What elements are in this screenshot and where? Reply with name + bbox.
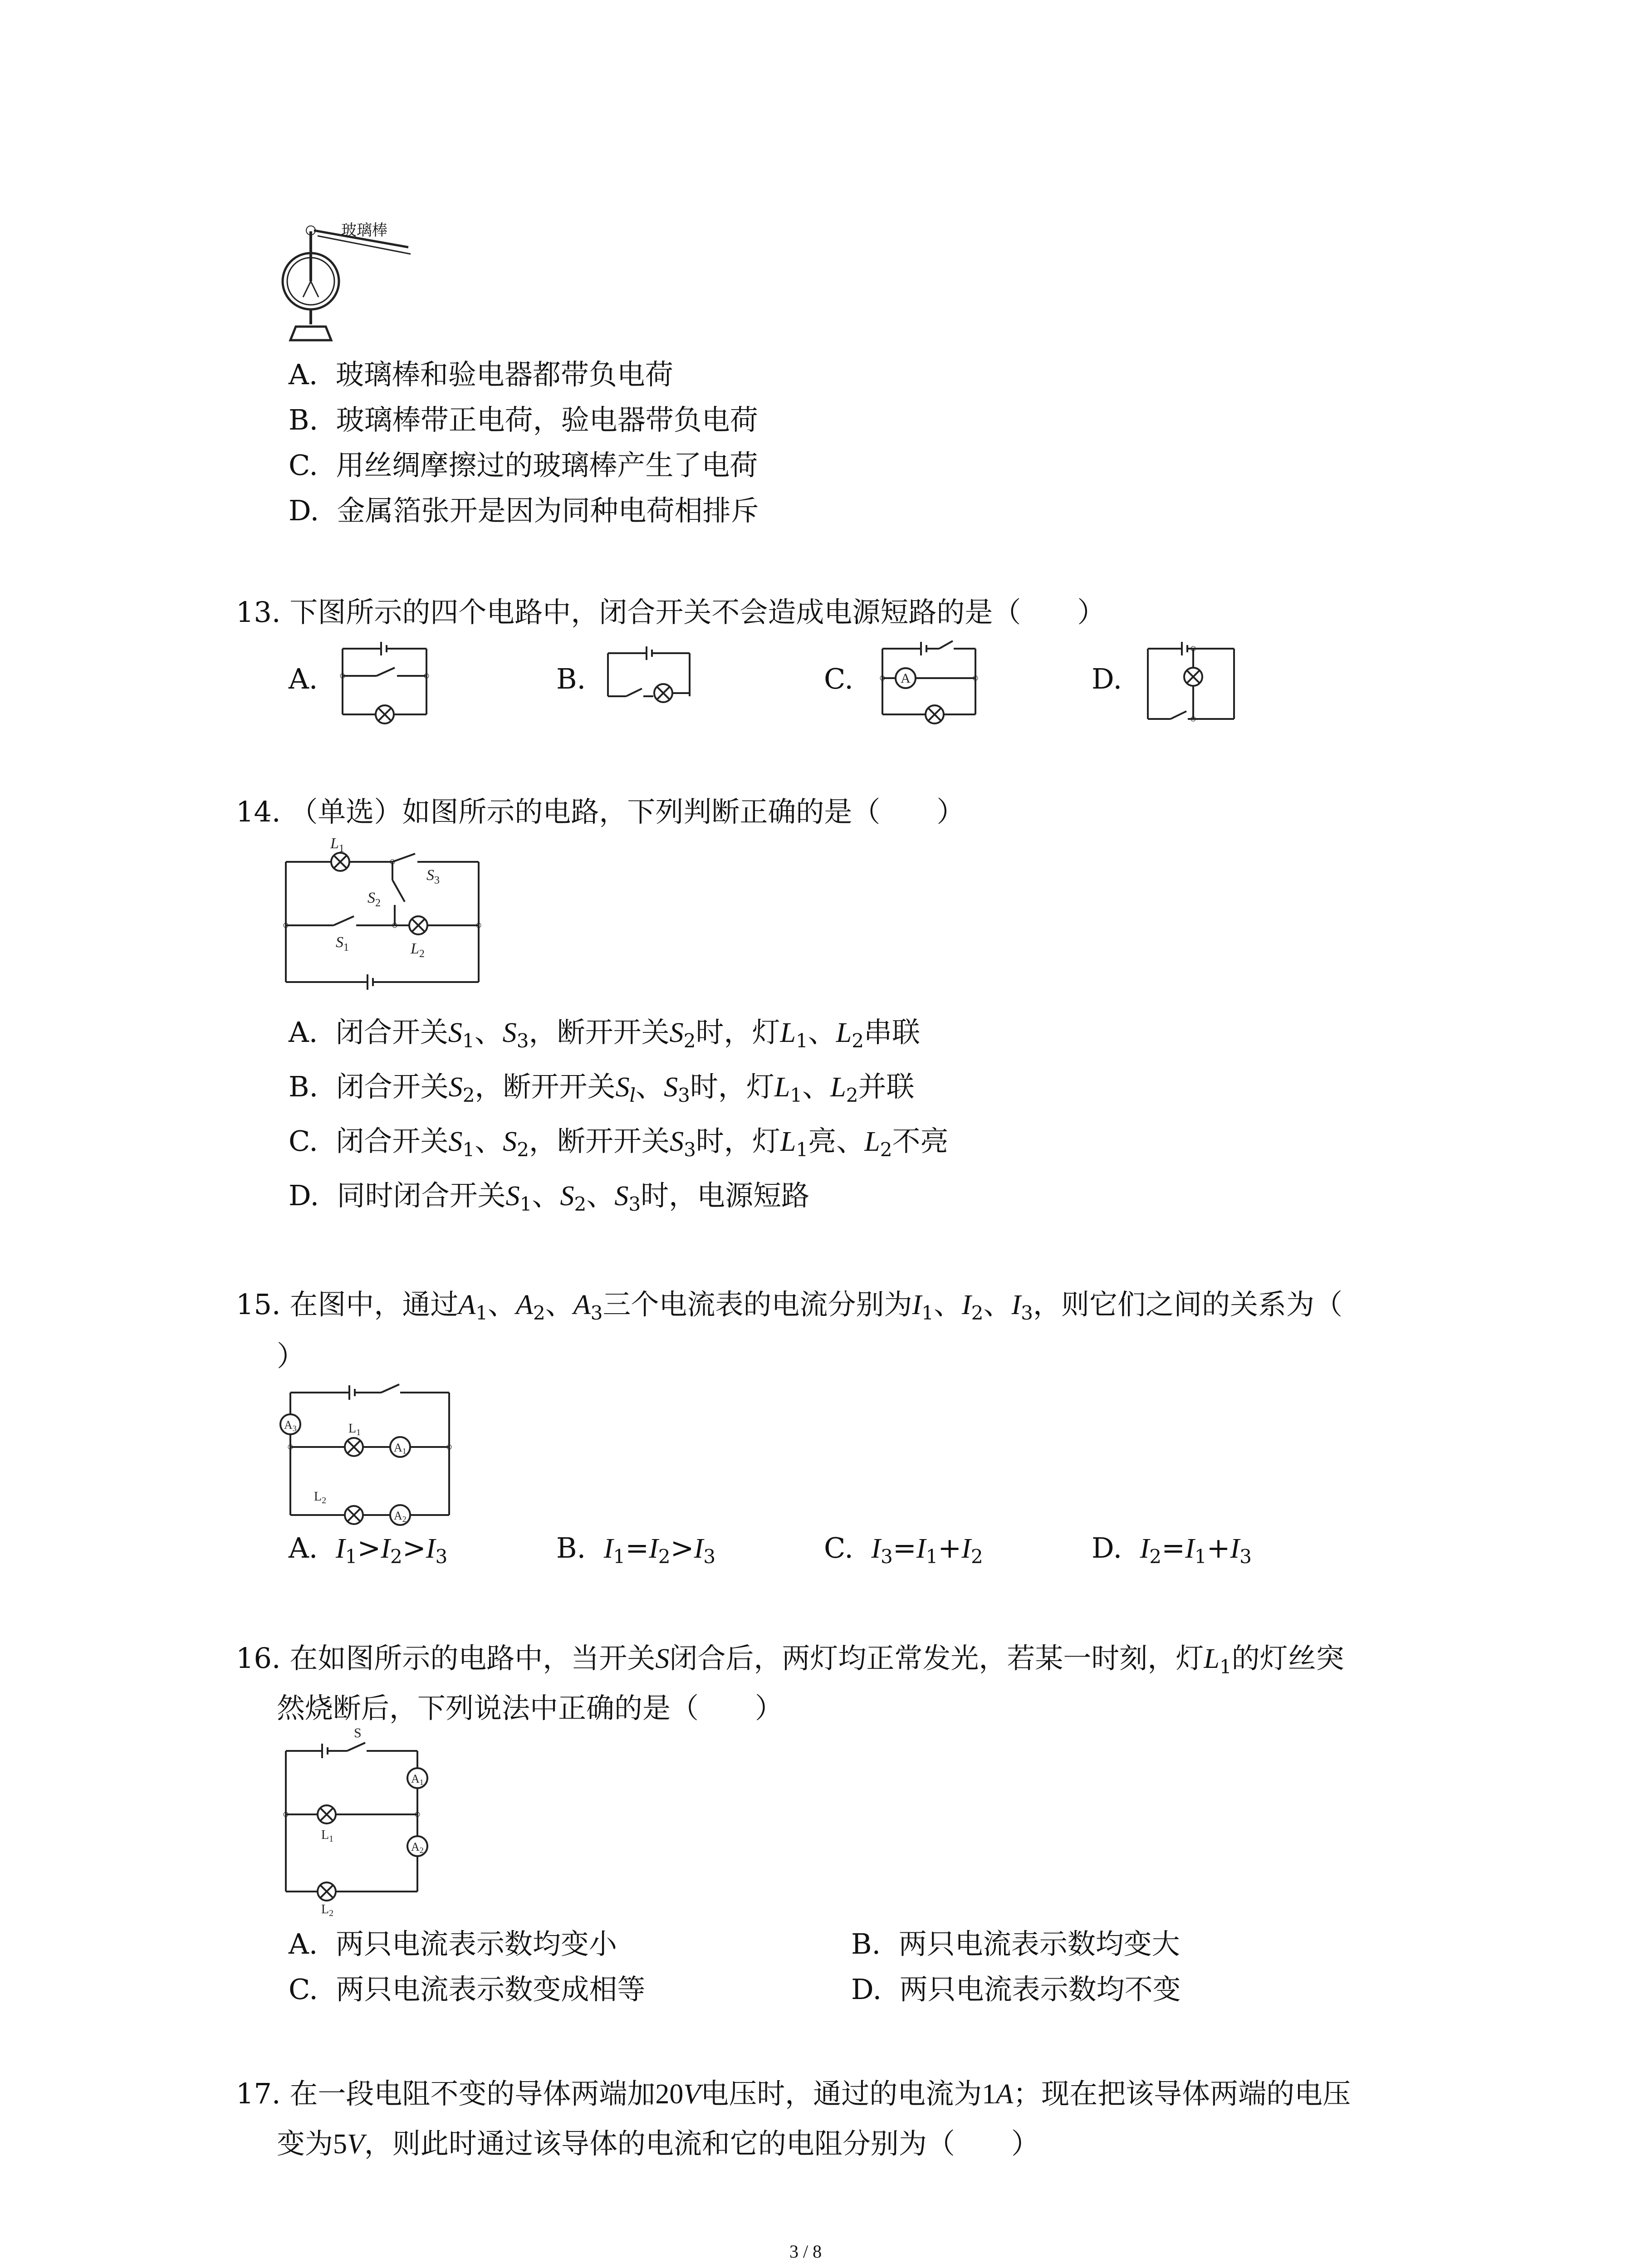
- q13-stem: [236, 590, 1105, 630]
- math-sub: 2: [1149, 1545, 1162, 1568]
- option-text: 闭合开关: [335, 1016, 448, 1049]
- q12-option-c[interactable]: [289, 443, 758, 483]
- label-l1: L: [321, 1828, 329, 1842]
- label-s2-sub: 2: [375, 897, 381, 909]
- math-sub: 1: [795, 1029, 808, 1052]
- option-text: 玻璃棒带正电荷，验电器带负电荷: [336, 403, 758, 436]
- label-l2-sub: 2: [322, 1496, 327, 1505]
- math-var: L: [780, 1126, 796, 1157]
- math-sub: 2: [846, 1084, 858, 1106]
- option-key: D.: [289, 1179, 319, 1212]
- q14-circuit: [277, 835, 485, 998]
- option-key: A.: [289, 1927, 318, 1960]
- math-var: L: [864, 1126, 880, 1157]
- math-var: S: [448, 1126, 463, 1157]
- math-sub: 1: [475, 1301, 488, 1324]
- math-var: I: [961, 1533, 971, 1564]
- math-var: A: [573, 1290, 591, 1320]
- svg-text:S1: [336, 934, 349, 953]
- label-s1: S: [336, 934, 343, 951]
- q16-option-b[interactable]: [851, 1921, 1180, 1962]
- svg-text:L2: [321, 1902, 333, 1918]
- math-sub: 2: [683, 1029, 696, 1052]
- label-l1: L: [348, 1422, 357, 1436]
- question-text: 闭合后，两灯均正常发光，若某一时刻，灯: [669, 1642, 1204, 1675]
- math-var: I: [1011, 1290, 1021, 1320]
- math-var: I: [649, 1533, 658, 1564]
- math-var: S: [614, 1181, 629, 1212]
- label-s1-sub: 1: [343, 942, 349, 953]
- label-a2-sub: 2: [402, 1515, 407, 1524]
- math-sub: 2: [390, 1545, 402, 1568]
- math-var: I: [603, 1533, 613, 1564]
- math-sub: 1: [613, 1545, 626, 1568]
- option-key: A.: [289, 358, 318, 391]
- q13-circuit-d[interactable]: [1143, 640, 1243, 730]
- math-sub: 2: [533, 1301, 545, 1324]
- option-text: 、: [475, 1124, 503, 1158]
- label-a1-sub: 1: [419, 1778, 424, 1787]
- option-text: 同时闭合开关: [337, 1179, 506, 1212]
- q15-option-c[interactable]: [824, 1531, 983, 1568]
- option-key: A.: [289, 1531, 318, 1564]
- option-text: 、: [586, 1179, 615, 1212]
- q14-option-d[interactable]: [289, 1173, 809, 1215]
- option-text: ，断开开关: [529, 1016, 670, 1049]
- math-sub: 1: [790, 1084, 803, 1106]
- label-l1-sub: 1: [329, 1834, 334, 1844]
- label-s3-sub: 3: [434, 875, 440, 886]
- q13-circuit-c[interactable]: [876, 637, 985, 728]
- math-op: =: [892, 1531, 916, 1564]
- question-text: 电压时，通过的电流为: [700, 2077, 982, 2110]
- option-key: D.: [851, 1973, 882, 2006]
- option-text: 两只电流表示数均变小: [335, 1927, 617, 1960]
- math-sub: 2: [970, 1545, 983, 1568]
- q16-option-d[interactable]: [851, 1967, 1181, 2007]
- question-number: 15.: [236, 1288, 281, 1321]
- q16-option-a[interactable]: [289, 1921, 617, 1962]
- svg-text:L1: [348, 1422, 361, 1437]
- question-text: 、: [488, 1288, 516, 1321]
- option-text: ，断开开关: [529, 1124, 670, 1158]
- svg-text:L2: [314, 1490, 326, 1505]
- question-text: 、: [545, 1288, 573, 1321]
- option-text: 、: [532, 1179, 560, 1212]
- option-key: B.: [289, 1070, 318, 1103]
- option-key: B.: [556, 1531, 586, 1564]
- svg-text:L2: [410, 940, 425, 960]
- math-sub: 3: [516, 1029, 529, 1052]
- option-text: 闭合开关: [336, 1070, 449, 1103]
- q15-option-d[interactable]: [1092, 1531, 1252, 1568]
- q12-option-d[interactable]: [289, 488, 759, 528]
- svg-text:L1: [321, 1828, 333, 1844]
- math-sub: 3: [684, 1138, 696, 1161]
- question-text: ；现在把该导体两端的电压: [1013, 2077, 1351, 2110]
- option-text: 两只电流表示数均不变: [899, 1973, 1181, 2006]
- label-l1: L: [330, 835, 339, 852]
- math-var: I: [1230, 1533, 1240, 1564]
- math-unit: V: [347, 2129, 364, 2160]
- label-l2: L: [314, 1490, 322, 1504]
- math-sub: 2: [658, 1545, 671, 1568]
- q13-option-a-key[interactable]: A.: [289, 662, 318, 695]
- question-text: 在图中，通过: [289, 1288, 459, 1321]
- math-var: I: [916, 1533, 926, 1564]
- math-var: S: [505, 1181, 520, 1212]
- q16-circuit: [272, 1724, 463, 1918]
- option-key: C.: [289, 1124, 318, 1158]
- question-text: 在一段电阻不变的导体两端加: [289, 2077, 656, 2110]
- question-text: 、: [983, 1288, 1012, 1321]
- math-sub: 1: [462, 1029, 475, 1052]
- math-var: S: [615, 1072, 630, 1103]
- math-sub: l: [629, 1084, 636, 1106]
- math-var: L: [774, 1072, 790, 1103]
- glass-rod-label: 玻璃棒: [341, 221, 387, 240]
- math-var: S: [502, 1017, 517, 1048]
- q14-option-c[interactable]: [289, 1119, 949, 1161]
- option-text: 时，灯: [696, 1016, 780, 1049]
- option-text: 、: [808, 1016, 836, 1049]
- option-key: C.: [289, 1973, 318, 2006]
- math-var: S: [503, 1126, 517, 1157]
- label-l1-sub: 1: [338, 843, 344, 855]
- math-var: S: [560, 1181, 574, 1212]
- option-text: 金属箔张开是因为同种电荷相排斥: [337, 494, 759, 527]
- math-sub: 1: [921, 1301, 934, 1324]
- label-l1-sub: 1: [356, 1427, 361, 1437]
- math-var: A: [516, 1290, 533, 1320]
- svg-text:L1: [330, 835, 344, 855]
- math-sub: 1: [462, 1138, 475, 1161]
- math-number: 1: [982, 2079, 996, 2110]
- option-key: D.: [1092, 1531, 1122, 1564]
- option-text: 并联: [858, 1070, 915, 1103]
- label-l2-sub: 2: [419, 948, 425, 960]
- q16-option-c[interactable]: [289, 1967, 645, 2007]
- math-var: I: [962, 1290, 971, 1320]
- math-op: >: [402, 1531, 426, 1564]
- option-text: 用丝绸摩擦过的玻璃棒产生了电荷: [336, 449, 758, 482]
- math-op: >: [670, 1531, 694, 1564]
- q12-option-a[interactable]: [289, 352, 673, 392]
- math-sub: 1: [926, 1545, 938, 1568]
- label-a2-sub: 2: [419, 1846, 424, 1855]
- math-sub: 3: [435, 1545, 448, 1568]
- label-s3: S: [426, 867, 434, 884]
- option-text: 闭合开关: [336, 1124, 449, 1158]
- q13-circuit-b[interactable]: [603, 644, 708, 717]
- math-unit: V: [683, 2079, 701, 2110]
- math-sub: 2: [971, 1301, 984, 1324]
- q14-stem: [236, 789, 965, 830]
- math-sub: 3: [1239, 1545, 1252, 1568]
- label-a1: A: [411, 1772, 420, 1785]
- label-a3: A: [284, 1418, 293, 1432]
- q16-stem-line2: 然烧断后，下列说法中正确的是（ ）: [277, 1691, 784, 1725]
- math-var: I: [912, 1290, 922, 1320]
- label-a1-sub: 1: [402, 1447, 407, 1456]
- math-var: I: [1185, 1533, 1195, 1564]
- q17-stem-line2: [277, 2121, 1039, 2161]
- question-number: 17.: [236, 2077, 281, 2110]
- q12-option-b[interactable]: [289, 397, 758, 438]
- math-var: I: [335, 1533, 345, 1564]
- q17-stem-line1: [236, 2071, 1351, 2112]
- math-sub: 1: [345, 1545, 358, 1568]
- question-text: 、: [933, 1288, 962, 1321]
- question-number: 13.: [236, 596, 281, 629]
- svg-text:A1: [394, 1441, 407, 1456]
- option-key: C.: [289, 449, 318, 482]
- math-sub: 1: [1219, 1655, 1232, 1678]
- svg-text:S2: [367, 890, 381, 909]
- math-op: +: [1206, 1531, 1230, 1564]
- label-l2-sub: 2: [329, 1908, 334, 1918]
- math-var: S: [448, 1072, 463, 1103]
- option-text: 时，电源短路: [641, 1179, 810, 1212]
- option-key: D.: [289, 494, 319, 527]
- q15-circuit: [277, 1379, 467, 1529]
- math-op: =: [1161, 1531, 1185, 1564]
- label-l2: L: [321, 1902, 329, 1916]
- math-op: =: [625, 1531, 649, 1564]
- option-text: 、: [474, 1016, 503, 1049]
- option-text: 串联: [864, 1016, 921, 1049]
- q15-option-b[interactable]: [556, 1531, 715, 1568]
- math-op: >: [357, 1531, 381, 1564]
- question-text: 下图所示的四个电路中，闭合开关不会造成电源短路的是（ ）: [289, 596, 1106, 629]
- option-text: 两只电流表示数变成相等: [336, 1973, 646, 2006]
- math-var: I: [871, 1533, 881, 1564]
- math-sub: 3: [590, 1301, 603, 1324]
- question-text: 在如图所示的电路中，当开关: [289, 1642, 656, 1675]
- math-var: L: [1204, 1643, 1220, 1674]
- math-sub: 2: [880, 1138, 892, 1161]
- math-sub: 1: [1194, 1545, 1207, 1568]
- q14-option-a[interactable]: [289, 1010, 920, 1052]
- q15-stem-line2: ）: [277, 1339, 305, 1373]
- math-var: L: [836, 1017, 852, 1048]
- math-sub: 1: [519, 1193, 532, 1215]
- math-var: S: [670, 1126, 684, 1157]
- math-var: L: [830, 1072, 846, 1103]
- math-sub: 2: [517, 1138, 529, 1161]
- math-var: S: [448, 1017, 462, 1048]
- math-var: S: [664, 1072, 678, 1103]
- svg-text:S3: [426, 867, 440, 886]
- page-number: 3 / 8: [789, 2241, 822, 2262]
- option-text: 两只电流表示数均变大: [898, 1927, 1180, 1960]
- math-sub: 3: [703, 1545, 716, 1568]
- label-s: S: [354, 1725, 362, 1740]
- q13-option-d-key[interactable]: D.: [1092, 662, 1122, 695]
- option-text: ，断开开关: [475, 1070, 616, 1103]
- q15-option-a[interactable]: [289, 1531, 447, 1568]
- option-text: 玻璃棒和验电器都带负电荷: [335, 358, 673, 391]
- math-var: S: [669, 1017, 684, 1048]
- option-text: 不亮: [892, 1124, 949, 1158]
- option-text: 、: [636, 1070, 664, 1103]
- question-text: 三个电流表的电流分别为: [603, 1288, 912, 1321]
- option-key: B.: [289, 403, 318, 436]
- math-var: I: [426, 1533, 436, 1564]
- math-sub: 3: [881, 1545, 893, 1568]
- question-number: 16.: [236, 1642, 281, 1675]
- svg-text:A3: [284, 1418, 297, 1433]
- question-number: 14.: [236, 795, 281, 828]
- ammeter-label: A: [901, 671, 911, 686]
- option-text: 、: [802, 1070, 831, 1103]
- math-var: I: [381, 1533, 390, 1564]
- math-number: 5: [333, 2129, 348, 2160]
- math-var: I: [1140, 1533, 1150, 1564]
- q13-circuit-a[interactable]: [336, 640, 445, 730]
- math-sub: 3: [1021, 1301, 1033, 1324]
- svg-text:A1: [411, 1772, 424, 1787]
- math-var: S: [655, 1643, 670, 1674]
- q13-option-c-key[interactable]: C.: [824, 662, 853, 695]
- math-sub: 2: [574, 1193, 587, 1215]
- question-text: 变为: [277, 2127, 333, 2160]
- option-key: B.: [851, 1927, 881, 1960]
- label-l2: L: [411, 940, 419, 957]
- question-text: ，则此时通过该导体的电流和它的电阻分别为（ ）: [364, 2127, 1039, 2160]
- option-text: 亮、: [808, 1124, 865, 1158]
- label-a2: A: [411, 1840, 420, 1853]
- q14-option-b[interactable]: [289, 1064, 915, 1106]
- option-text: 时，灯: [696, 1124, 780, 1158]
- math-sub: 2: [852, 1029, 864, 1052]
- math-unit: A: [996, 2079, 1014, 2110]
- math-var: I: [694, 1533, 704, 1564]
- math-var: A: [458, 1290, 476, 1320]
- option-key: A.: [289, 1016, 318, 1049]
- label-s2: S: [367, 890, 375, 906]
- math-sub: 1: [796, 1138, 808, 1161]
- svg-text:A2: [394, 1509, 407, 1524]
- label-a3-sub: 3: [292, 1424, 297, 1433]
- q15-stem-line1: [236, 1282, 1342, 1324]
- q13-option-b-key[interactable]: B.: [556, 662, 586, 695]
- label-a2: A: [394, 1509, 402, 1522]
- math-sub: 3: [628, 1193, 641, 1215]
- q16-stem-line1: [236, 1636, 1344, 1678]
- math-var: L: [780, 1017, 796, 1048]
- question-text: 的灯丝突: [1231, 1642, 1344, 1675]
- math-op: +: [938, 1531, 962, 1564]
- math-sub: 2: [462, 1084, 475, 1106]
- svg-text:A2: [411, 1840, 424, 1855]
- label-a1: A: [394, 1441, 402, 1454]
- math-number: 20: [655, 2079, 684, 2110]
- question-text: ，则它们之间的关系为（: [1033, 1288, 1342, 1321]
- question-text: （单选）如图所示的电路，下列判断正确的是（ ）: [289, 795, 965, 828]
- option-key: C.: [824, 1531, 853, 1564]
- option-text: 时，灯: [690, 1070, 774, 1103]
- math-sub: 3: [678, 1084, 690, 1106]
